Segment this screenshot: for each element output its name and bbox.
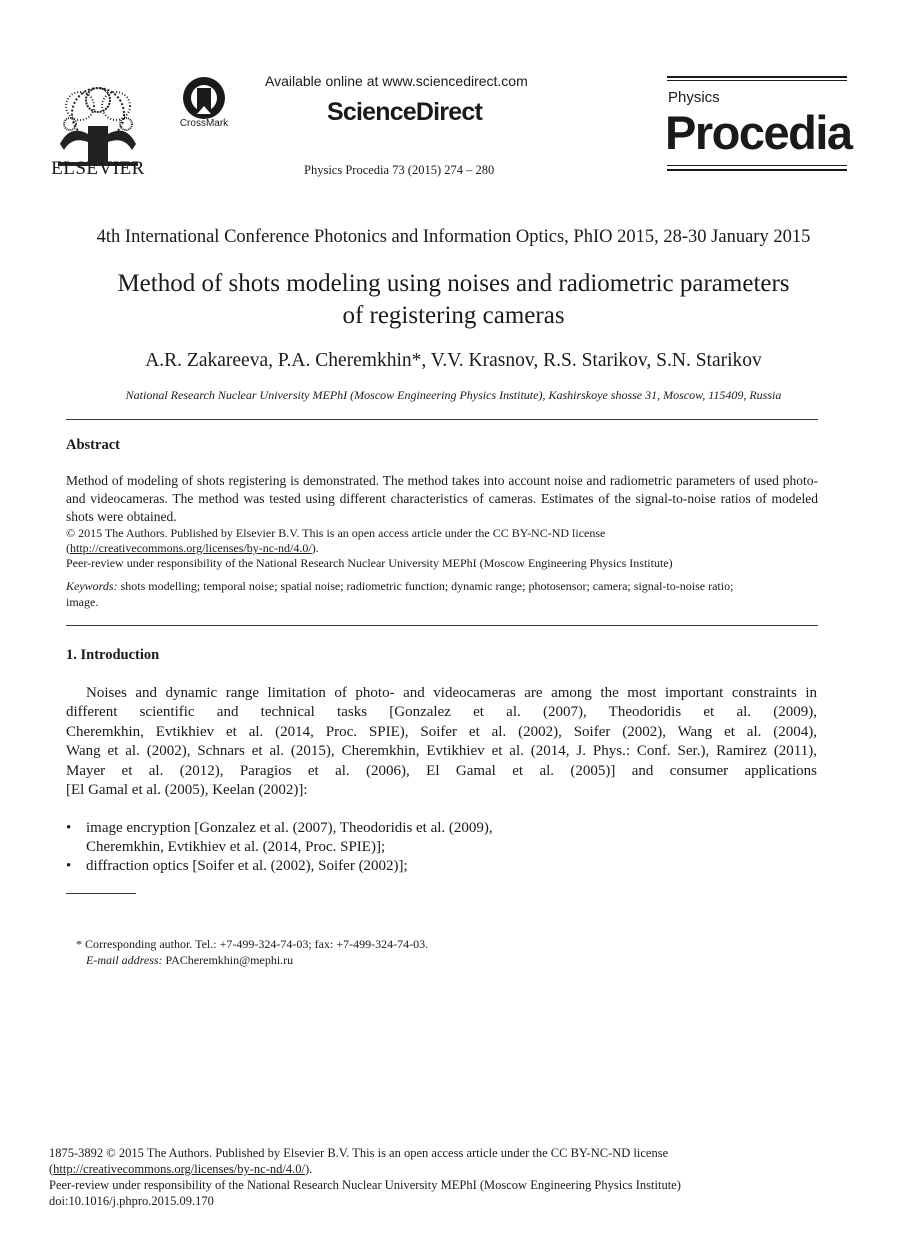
bullet-list: [66, 819, 666, 876]
intro-line: Cheremkhin, Evtikhiev et al. (2014, Proc. SPIE), Soifer et al. (2002), Soifer (2002), Wang et al. (2004),: [66, 723, 817, 740]
intro-line: Wang et al. (2002), Schnars et al. (2015), Cheremkhin, Evtikhiev et al. (2014, J. Phys.: Conf. Ser.), Ramirez (2011),: [66, 743, 817, 760]
list-item: [66, 857, 666, 876]
author-list: A.R. Zakareeva, P.A. Cheremkhin*, V.V. Krasnov, R.S. Starikov, S.N. Starikov: [145, 350, 762, 371]
procedia-bottom-rules: [667, 165, 847, 173]
paren-close: ).: [304, 1162, 313, 1176]
intro-line: Noises and dynamic range limitation of photo- and videocameras are among the most important constraints in: [86, 685, 817, 701]
intro-line: different scientific and technical tasks [Gonzalez et al. (2007), Theodoridis et al. (2009),: [66, 704, 817, 721]
crossmark-label: CrossMark: [179, 118, 229, 129]
email-link[interactable]: PACheremkhin@mephi.ru: [162, 953, 294, 967]
footnote: [76, 936, 428, 968]
introduction-paragraph: [66, 684, 817, 800]
title-line-1: Method of shots modeling using noises and radiometric parameters: [117, 270, 790, 297]
abstract-heading: Abstract: [66, 437, 120, 453]
license-line: [66, 541, 818, 556]
section-heading-introduction: 1. Introduction: [66, 647, 160, 663]
paper-title: [60, 268, 847, 332]
footer-copyright: 1875-3892 © 2015 The Authors. Published by Elsevier B.V. This is an open access article under the CC BY-NC-ND license: [49, 1146, 669, 1160]
paren-open: (: [49, 1162, 54, 1176]
keywords-line-1: shots modelling; temporal noise; spatial noise; radiometric function; dynamic range; photosensor; camera; signal-to-noise ratio;: [117, 579, 734, 593]
available-online-link[interactable]: Available online at www.sciencedirect.com: [265, 73, 528, 89]
bullet-line: Cheremkhin, Evtikhiev et al. (2014, Proc. SPIE)];: [86, 839, 386, 855]
bullet-line: image encryption [Gonzalez et al. (2007), Theodoridis et al. (2009),: [86, 820, 493, 836]
title-line-2: of registering cameras: [342, 302, 565, 329]
divider-bottom: [66, 625, 818, 626]
abstract-body: Method of modeling of shots registering is demonstrated. The method takes into account noise and radiometric parameters of used photo- and videocameras. The method was tested using different characteristics of cameras. Estimates of the signal-to-noise ratios of modeled shots were obtained.: [66, 473, 818, 524]
footer-doi[interactable]: doi:10.1016/j.phpro.2015.09.170: [49, 1194, 214, 1208]
email-label: E-mail address:: [86, 953, 163, 967]
keywords-line-2: image.: [66, 595, 99, 609]
bullet-line: diffraction optics [Soifer et al. (2002), Soifer (2002)];: [86, 858, 408, 874]
intro-line: [El Gamal et al. (2005), Keelan (2002)]:: [66, 781, 308, 798]
procedia-prefix: Physics: [668, 89, 720, 106]
sciencedirect-wordmark: ScienceDirect: [327, 98, 482, 126]
intro-line: Mayer et al. (2012), Paragios et al. (2006), El Gamal et al. (2005)] and consumer applications: [66, 762, 817, 779]
footer-license-line: [49, 1161, 681, 1177]
copyright-block: [66, 526, 818, 571]
bullet-dot-icon: •: [66, 858, 72, 874]
footnote-rule: [66, 893, 136, 894]
procedia-top-rules: [667, 76, 847, 84]
procedia-wordmark: Procedia: [665, 106, 852, 159]
keywords-label: Keywords:: [66, 579, 118, 593]
footer-peer-review: Peer-review under responsibility of the National Research Nuclear University MEPhI (Moscow Engineering Physics Institute): [49, 1178, 681, 1192]
divider-top: [66, 419, 818, 420]
paren-close: ).: [311, 541, 319, 555]
keywords: [66, 578, 818, 610]
conference-line: 4th International Conference Photonics and Information Optics, PhIO 2015, 28-30 January 2015: [96, 227, 811, 247]
bullet-dot-icon: •: [66, 820, 72, 836]
footer-license-link[interactable]: http://creativecommons.org/licenses/by-nc-nd/4.0/: [53, 1162, 305, 1176]
journal-reference: Physics Procedia 73 (2015) 274 – 280: [304, 163, 495, 177]
affiliation: National Research Nuclear University MEPhI (Moscow Engineering Physics Institute), Kashirskoye shosse 31, Moscow, 115409, Russia: [125, 388, 782, 402]
elsevier-wordmark: ELSEVIER: [51, 158, 145, 179]
page-footer: [49, 1145, 681, 1209]
license-link[interactable]: http://creativecommons.org/licenses/by-nc-nd/4.0/: [70, 541, 312, 555]
list-item: [66, 819, 666, 857]
copyright-line: © 2015 The Authors. Published by Elsevier B.V. This is an open access article under the CC BY-NC-ND license: [66, 526, 606, 540]
corresponding-author: * Corresponding author. Tel.: +7-499-324-74-03; fax: +7-499-324-74-03.: [76, 937, 429, 951]
peer-review-line: Peer-review under responsibility of the National Research Nuclear University MEPhI (Moscow Engineering Physics Institute): [66, 556, 673, 570]
paren-open: (: [66, 541, 70, 555]
